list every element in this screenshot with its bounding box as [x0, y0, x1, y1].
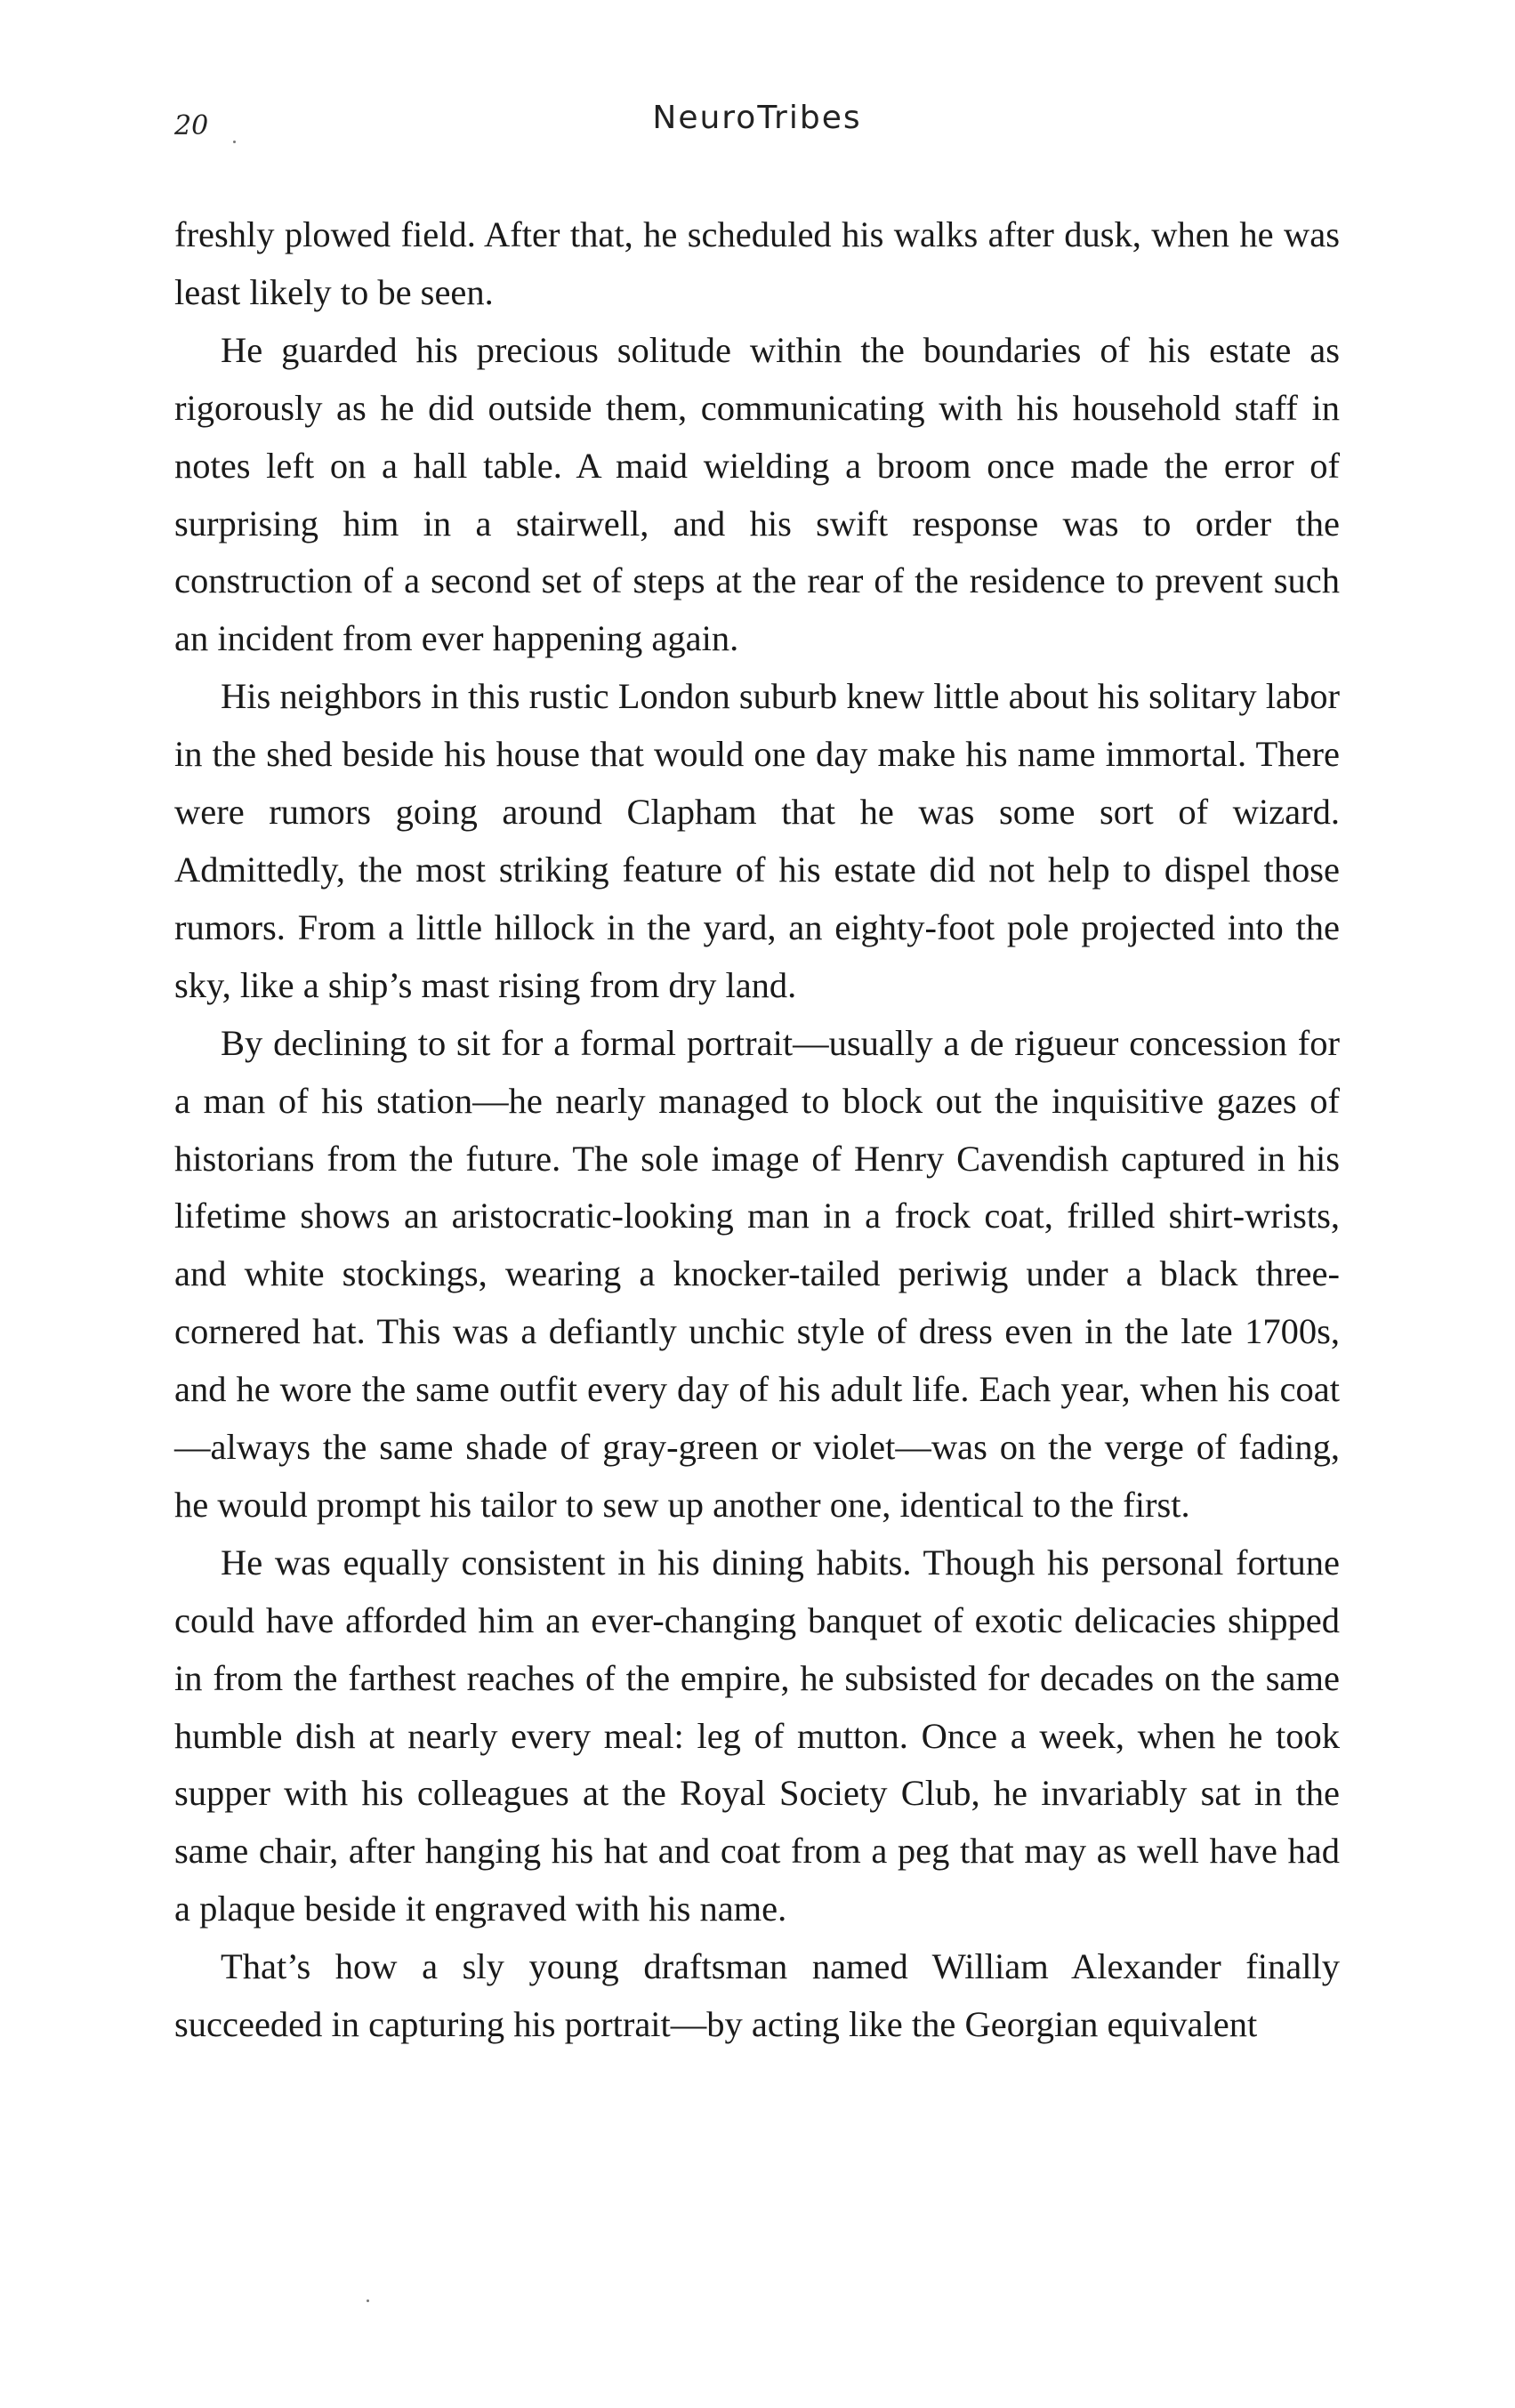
scan-speck — [367, 2299, 369, 2302]
scan-speck — [233, 141, 236, 143]
paragraph: He guarded his precious solitude within the boundaries of his estate as rigorously as he did outside them, communicating with his household staff in notes left on a hall table. A maid wielding a broom once made the error of surprising him in a stairwell, and his swift response was to order the construction of a second set of steps at the rear of the residence to prevent such an incident from ever happening again. — [174, 329, 1340, 659]
paragraph: freshly plowed field. After that, he scheduled his walks after dusk, when he was least likely to be seen. — [174, 214, 1340, 312]
page-number: 20 — [174, 110, 209, 141]
body-text — [174, 206, 1340, 2054]
paragraph: His neighbors in this rustic London suburb knew little about his solitary labor in the shed beside his house that would one day make his name immortal. There were rumors going around Clapham that he was some sort of wizard. Admittedly, the most striking feature of his estate did not help to dispel those rumors. From a little hillock in the yard, an eighty-foot pole projected into the sky, like a ship’s mast rising from dry land. — [174, 676, 1340, 1005]
paragraph: He was equally consistent in his dining habits. Though his personal fortune could have afforded him an ever-changing banquet of exotic delicacies shipped in from the farthest reaches of the empire, he subsisted for decades on the same humble dish at nearly every meal: leg of mutton. Once a week, when he took supper with his colleagues at the Royal Society Club, he invariably sat in the same chair, after hanging his hat and coat from a peg that may as well have had a plaque beside it engraved with his name. — [174, 1542, 1340, 1929]
paragraph: That’s how a sly young draftsman named William Alexander finally succeeded in capturing his portrait—by acting like the Georgian equivalent — [174, 1946, 1340, 2045]
book-title: NeuroTribes — [652, 100, 862, 136]
running-head — [174, 100, 1340, 153]
paragraph: By declining to sit for a formal portrait—usually a de rigueur concession for a man of his station—he nearly managed to block out the inquisitive gazes of historians from the future. The sole image of Henry Cavendish captured in his lifetime shows an aristocratic-looking man in a frock coat, frilled shirt-wrists, and white stockings, wearing a knocker-tailed periwig under a black three-cornered hat. This was a defiantly unchic style of dress even in the late 1700s, and he wore the same outfit every day of his adult life. Each year, when his coat—always the same shade of gray-green or violet—was on the verge of fading, he would prompt his tailor to sew up another one, identical to the first. — [174, 1022, 1340, 1525]
